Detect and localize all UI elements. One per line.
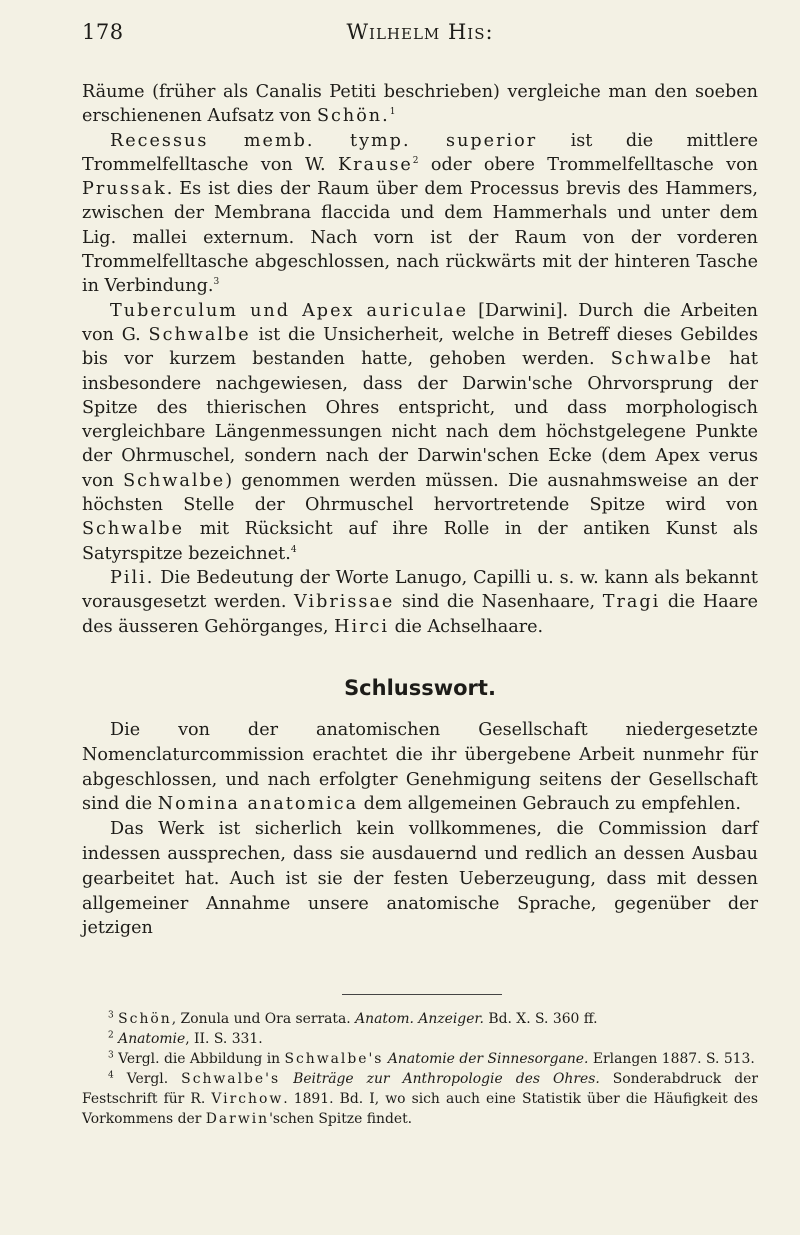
- anatomical-term: Vibrissae: [294, 592, 395, 613]
- footnote-divider: [342, 994, 502, 995]
- author-name: Prussak: [82, 179, 167, 200]
- footnotes: [82, 1009, 758, 1129]
- anatomical-term: Recessus memb. tymp. superior: [110, 130, 538, 151]
- author-name: Schwalbe: [610, 349, 713, 370]
- author-name: Schwalbe: [82, 519, 185, 540]
- anatomical-term: Hirci: [334, 616, 389, 637]
- author-name: Virchow: [211, 1091, 284, 1107]
- paragraph-recessus: Recessus memb. tymp. superior ist die mittlere Trommelfelltasche von W. Krause$^2$ oder obere Trommelfelltasche von Prussak. Es ist dies der Raum über dem Processus brevis des Hammers, zwischen der Membrana flaccida und dem Hammerhals und unter dem Lig. mallei externum. Nach vorn ist der Raum von der vorderen Trommelfelltasche abgeschlossen, nach rückwärts mit der hinteren Tasche in Verbindung.$^3$: [82, 130, 758, 297]
- paragraph-pili: Pili. Die Bedeutung der Worte Lanugo, Capilli u. s. w. kann als bekannt vorausgesetzt werden. Vibrissae sind die Nasenhaare, Tragi die Haare des äusseren Gehörganges, Hirci die Achselhaare.: [82, 567, 758, 637]
- running-head: [82, 20, 758, 60]
- author-name: Darwin: [205, 1111, 270, 1127]
- author-name: Schwalbe's: [181, 1071, 281, 1087]
- author-name: Schwalbe: [148, 324, 251, 345]
- author-name: Schön.: [316, 106, 390, 127]
- footnote-ref: 4: [290, 544, 297, 555]
- anatomical-term: Tuberculum und Apex auriculae: [110, 300, 469, 321]
- footnote: $^2$ Anatomie, II. S. 331.: [108, 1030, 263, 1047]
- anatomical-term: Nomina anatomica: [157, 794, 359, 815]
- footnote-ref: 1: [389, 107, 396, 118]
- author-name: Schwalbe's: [284, 1051, 384, 1067]
- closing-text: [82, 718, 758, 941]
- section-heading: Schlusswort.: [344, 676, 496, 700]
- running-title: Wilhelm His:: [346, 20, 494, 44]
- author-name: Schwalbe: [123, 470, 226, 491]
- author-name: Schön: [118, 1011, 172, 1027]
- author-name: Krause: [337, 154, 413, 175]
- page-number: 178: [82, 20, 124, 44]
- footnote: $^3$ Schön, Zonula und Ora serrata. Anatom. Anzeiger. Bd. X. S. 360 ff.: [108, 1010, 598, 1027]
- body-text: [82, 80, 758, 639]
- footnote: $^3$ Vergl. die Abbildung in Schwalbe's Anatomie der Sinnesorgane. Erlangen 1887. S. 513.: [108, 1050, 755, 1067]
- footnote: $^4$ Vergl. Schwalbe's Beiträge zur Anthropologie des Ohres. Sonderabdruck der Festschrift für R. Virchow. 1891. Bd. I, wo sich auch eine Statistik über die Häufigkeit des Vorkommens der Darwin'schen Spitze findet.: [82, 1070, 758, 1127]
- paragraph-tuberculum: Tuberculum und Apex auriculae [Darwini]. Durch die Arbeiten von G. Schwalbe ist die Unsicherheit, welche in Betreff dieses Gebildes bis vor kurzem bestanden hatte, gehoben werden. Schwalbe hat insbesondere nachgewiesen, dass der Darwin'sche Ohrvorsprung der Spitze des thierischen Ohres entspricht, und dass morphologisch vergleichbare Längenmessungen nicht nach dem höchstgelegene Punkte der Ohrmuschel, sondern nach der Darwin'schen Ecke (dem Apex verus von Schwalbe) genommen werden müssen. Die ausnahmsweise an der höchsten Stelle der Ohrmuschel hervortretende Spitze wird von Schwalbe mit Rücksicht auf ihre Rolle in der antiken Kunst als Satyrspitze bezeichnet.$^4$: [82, 300, 759, 564]
- paragraph-raeume: Räume (früher als Canalis Petiti beschrieben) vergleiche man den soeben erschienenen Aufsatz von Schön.$^1$: [82, 82, 758, 127]
- paragraph-commission: Die von der anatomischen Gesellschaft niedergesetzte Nomenclaturcommission erachtet die ihr übergebene Arbeit nunmehr für abgeschlossen, und nach erfolgter Genehmigung seitens der Gesellschaft sind die Nomina anatomica dem allgemeinen Gebrauch zu empfehlen.: [82, 720, 758, 815]
- footnote-ref: 3: [213, 277, 220, 288]
- anatomical-term: Tragi: [602, 592, 661, 613]
- footnote-ref: 2: [412, 156, 419, 167]
- paragraph-werk: Das Werk ist sicherlich kein vollkommenes, die Commission darf indessen aussprechen, dass sie ausdauernd und redlich an dessen Ausbau gearbeitet hat. Auch ist sie der festen Ueberzeugung, dass mit dessen allgemeiner Annahme unsere anatomische Sprache, gegenüber der jetzigen: [82, 819, 758, 939]
- anatomical-term: Pili.: [110, 567, 155, 588]
